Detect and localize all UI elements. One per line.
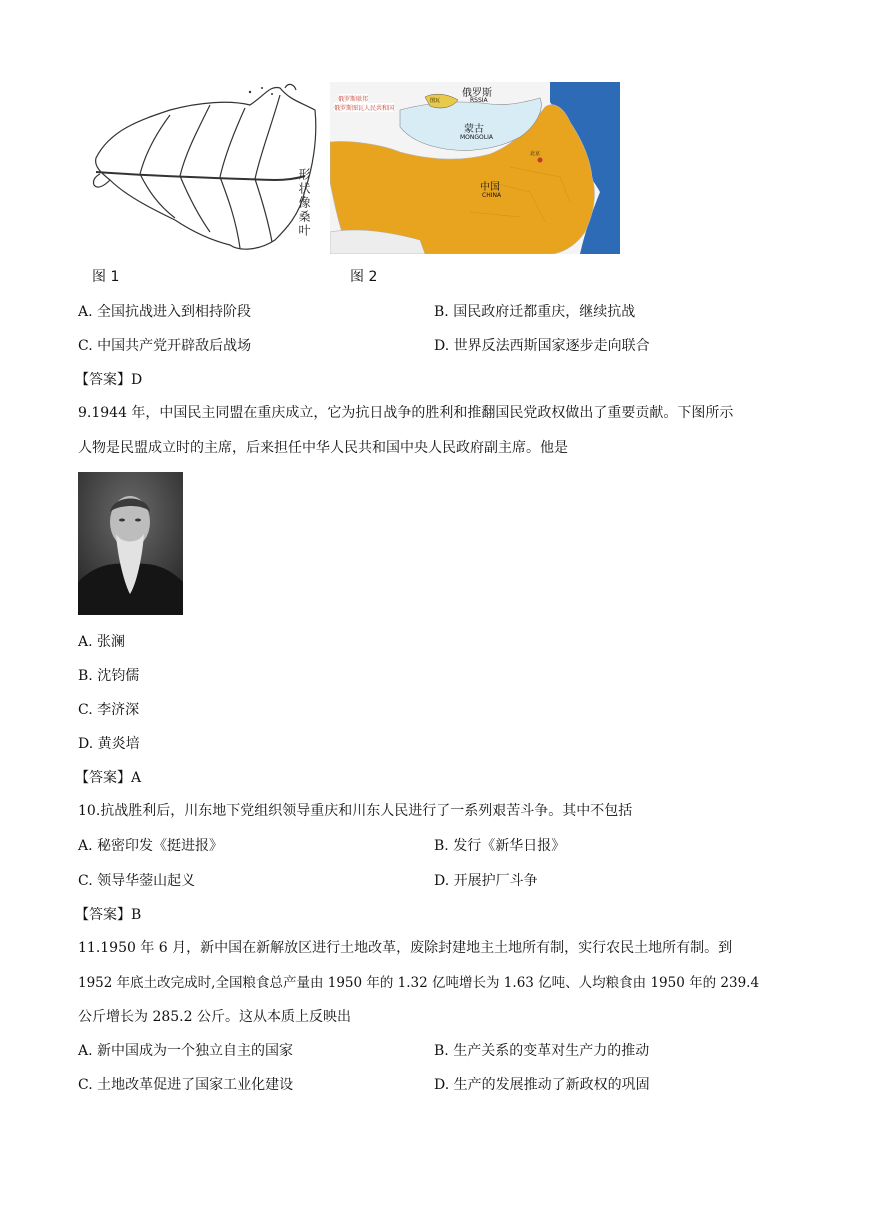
q8-option-c: C. 中国共产党开辟敌后战场 — [78, 338, 252, 354]
q8-option-b: B. 国民政府迁都重庆，继续抗战 — [434, 304, 636, 320]
q11-stem-line-2: 1952 年底土改完成时,全国粮食总产量由 1950 年的 1.32 亿吨增长为 1.63 亿吨、人均粮食由 1950 年的 239.4 — [78, 975, 760, 991]
figure-2-color-map — [330, 82, 620, 254]
q11-option-c: C. 土地改革促进了国家工业化建设 — [78, 1077, 294, 1093]
label-china-cn: 中国 — [480, 182, 500, 193]
label-tuva-1: 俄罗斯联邦 — [338, 96, 369, 103]
q11-option-a: A. 新中国成为一个独立自主的国家 — [78, 1043, 294, 1059]
q9-option-a: A. 张澜 — [78, 634, 126, 650]
q9-portrait-photo — [78, 472, 183, 615]
figure-1-vertical-annotation: 形状像桑叶 — [297, 168, 311, 238]
q8-answer: 【答案】D — [75, 372, 143, 388]
q8-option-d: D. 世界反法西斯国家逐步走向联合 — [434, 338, 650, 354]
figure-1-caption: 图 1 — [92, 269, 120, 285]
q11-option-d: D. 生产的发展推动了新政权的巩固 — [434, 1077, 650, 1093]
q11-option-b: B. 生产关系的变革对生产力的推动 — [434, 1043, 650, 1059]
q10-option-c: C. 领导华蓥山起义 — [78, 873, 196, 889]
label-mongolia-en: MONGOLIA — [460, 134, 493, 141]
q11-stem-line-1: 11.1950 年 6 月，新中国在新解放区进行土地改革，废除封建地主土地所有制，实行农民土地所有制。到 — [78, 940, 733, 956]
q8-option-a: A. 全国抗战进入到相持阶段 — [78, 304, 252, 320]
q11-stem-line-3: 公斤增长为 285.2 公斤。这从本质上反映出 — [78, 1009, 351, 1025]
label-beijing: 北京 — [530, 151, 541, 157]
label-china-en: CHINA — [482, 192, 502, 199]
label-mongolia-cn: 蒙古 — [464, 124, 484, 135]
figure-2-caption: 图 2 — [350, 269, 378, 285]
figure-1-leaf-map — [90, 80, 322, 258]
label-russia-cn: 俄罗斯 — [462, 88, 492, 99]
q10-answer: 【答案】B — [75, 907, 142, 923]
q9-stem-line-1: 9.1944 年，中国民主同盟在重庆成立，它为抗日战争的胜利和推翻国民党政权做出了重要贡献。下图所示 — [78, 405, 734, 421]
q9-option-b: B. 沈钧儒 — [78, 668, 140, 684]
label-russia-en: RSSIA — [470, 97, 488, 104]
leaf-map-drawing — [90, 80, 322, 258]
q10-option-b: B. 发行《新华日报》 — [434, 838, 566, 854]
label-tuva-2: 俄罗斯图瓦人民共和国 — [334, 105, 395, 112]
q10-stem: 10.抗战胜利后，川东地下党组织领导重庆和川东人民进行了一系列艰苦斗争。其中不包括 — [78, 803, 633, 819]
q9-option-c: C. 李济深 — [78, 702, 140, 718]
q10-option-d: D. 开展护厂斗争 — [434, 873, 538, 889]
q9-option-d: D. 黄炎培 — [78, 736, 140, 752]
label-tuva-small: 图瓦 — [430, 98, 441, 104]
q9-stem-line-2: 人物是民盟成立时的主席，后来担任中华人民共和国中央人民政府副主席。他是 — [78, 440, 568, 456]
q10-option-a: A. 秘密印发《挺进报》 — [78, 838, 224, 854]
portrait-drawing — [78, 472, 183, 615]
q9-answer: 【答案】A — [75, 770, 142, 786]
